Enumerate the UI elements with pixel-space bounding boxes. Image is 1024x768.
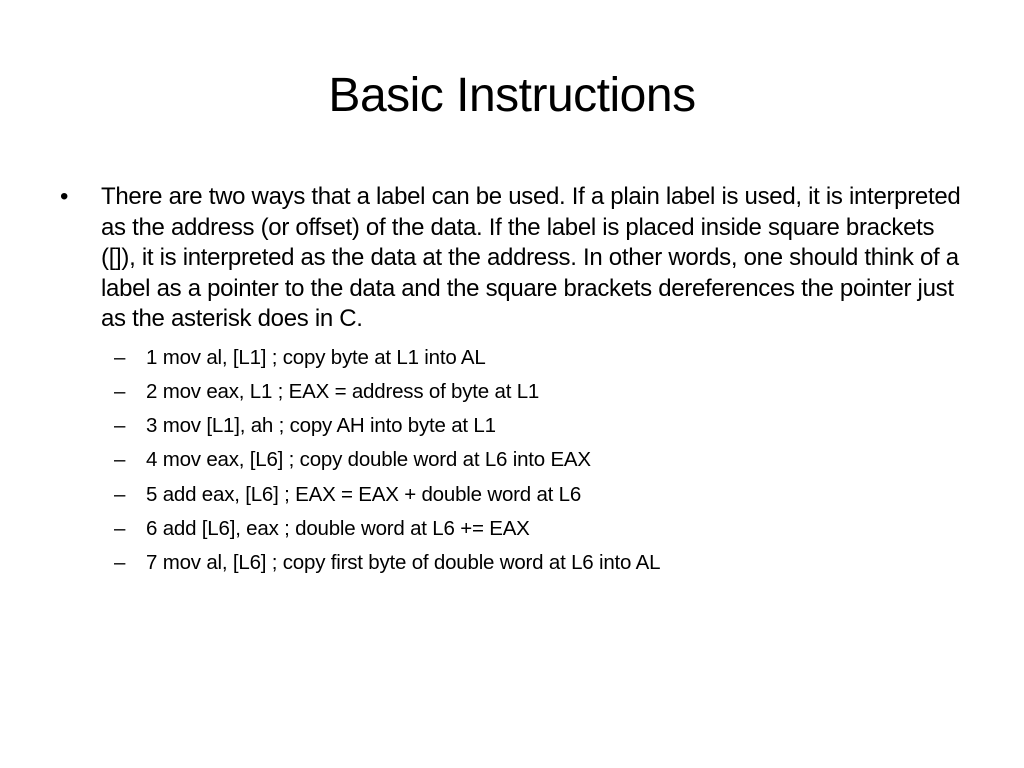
dash-icon: – (114, 414, 126, 438)
dash-icon: – (114, 448, 126, 472)
sub-bullet-item (114, 512, 970, 546)
sub-bullet-text: 3 mov [L1], ah ; copy AH into byte at L1 (146, 414, 496, 438)
sub-bullet-item (114, 546, 970, 580)
sub-bullet-item (114, 409, 970, 443)
sub-bullet-text: 5 add eax, [L6] ; EAX = EAX + double word at L6 (146, 482, 582, 506)
dash-icon: – (114, 516, 126, 540)
sub-bullet-text: 6 add [L6], eax ; double word at L6 += EAX (146, 516, 530, 540)
sub-bullet-item (114, 341, 970, 375)
sub-bullet-text: 7 mov al, [L6] ; copy first byte of double word at L6 into AL (146, 551, 661, 575)
slide-title: Basic Instructions (328, 69, 696, 122)
sub-bullet-item (114, 478, 970, 512)
slide-content (60, 182, 970, 581)
sub-bullet-item (114, 375, 970, 409)
dash-icon: – (114, 345, 126, 369)
bullet-text: There are two ways that a label can be used. If a plain label is used, it is interpreted as the address (or offset) of the data. If the label is placed inside square brackets ([]), it is interpreted as the data at the address. In other words, one should think of a label as a pointer to the data and the square brackets dereferences the pointer just as the asterisk does in C. (101, 183, 961, 332)
sub-bullet-text: 1 mov al, [L1] ; copy byte at L1 into AL (146, 345, 486, 369)
dash-icon: – (114, 482, 126, 506)
dash-icon: – (114, 379, 126, 403)
sub-bullet-text: 4 mov eax, [L6] ; copy double word at L6 into EAX (146, 448, 591, 472)
bullet-item (60, 182, 970, 335)
sub-bullet-item (114, 443, 970, 477)
sub-bullet-text: 2 mov eax, L1 ; EAX = address of byte at L1 (146, 379, 540, 403)
bullet-dot-icon: • (60, 183, 69, 210)
sub-bullet-list (60, 341, 970, 581)
dash-icon: – (114, 551, 126, 575)
